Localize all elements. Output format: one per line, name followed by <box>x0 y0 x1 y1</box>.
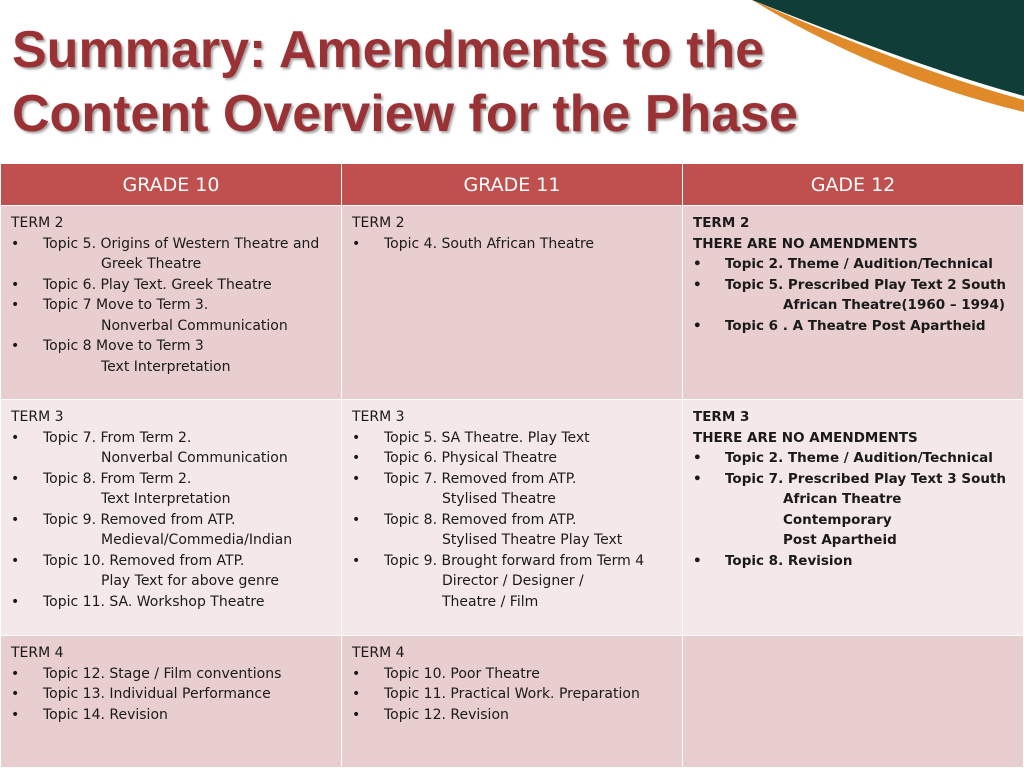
term-label: TERM 4 <box>352 645 405 661</box>
list-item <box>11 551 331 592</box>
bullet-icon: • <box>11 470 20 487</box>
bullet-icon: • <box>693 317 702 334</box>
term-label: TERM 3 <box>693 409 750 425</box>
topic-text: Topic 8. Revision <box>725 552 853 569</box>
list-item <box>693 254 1013 275</box>
topic-list <box>352 234 672 255</box>
header-grade-11: GRADE 11 <box>342 164 683 206</box>
topic-text: Topic 8. From Term 2. <box>43 470 192 487</box>
topic-text: Topic 7. Removed from ATP. <box>384 470 577 487</box>
topic-continuation: Director / Designer / <box>442 573 584 589</box>
term-label: TERM 2 <box>693 215 750 231</box>
bullet-icon: • <box>11 686 20 702</box>
topic-text: Topic 12. Stage / Film conventions <box>43 665 282 682</box>
topic-continuation: Nonverbal Communication <box>101 450 288 466</box>
slide-title-line-1: Summary: Amendments to the <box>12 21 765 79</box>
topic-text: Topic 10. Removed from ATP. <box>43 552 245 569</box>
amendments-table <box>0 164 1024 768</box>
list-item <box>11 469 331 510</box>
list-item <box>11 275 331 296</box>
bullet-icon: • <box>352 429 361 446</box>
list-item <box>352 428 672 449</box>
topic-list <box>11 428 331 613</box>
table-header-row <box>1 164 1024 206</box>
topic-text: Topic 5. Origins of Western Theatre and <box>43 235 320 252</box>
bullet-icon: • <box>693 256 702 272</box>
bullet-icon: • <box>11 552 20 569</box>
cell-grade-12-row-2 <box>683 400 1024 636</box>
bullet-icon: • <box>11 593 20 610</box>
topic-text: Topic 6. Play Text. Greek Theatre <box>43 276 272 293</box>
topic-text: Topic 14. Revision <box>43 706 168 723</box>
topic-continuation: Play Text for above genre <box>101 573 279 589</box>
slide-title <box>12 18 798 146</box>
topic-continuation: African Theatre(1960 – 1994) <box>783 297 1006 313</box>
topic-continuation: Medieval/Commedia/Indian <box>101 532 293 548</box>
cell-grade-12-row-3 <box>683 636 1024 768</box>
term-label: TERM 3 <box>352 409 405 425</box>
bullet-icon: • <box>352 450 361 466</box>
list-item <box>11 592 331 613</box>
topic-text: Topic 7. From Term 2. <box>43 429 192 446</box>
list-item <box>693 316 1013 337</box>
list-item <box>352 684 672 705</box>
topic-text: Topic 4. South African Theatre <box>384 235 595 252</box>
topic-continuation: Post Apartheid <box>783 532 897 548</box>
slide-title-line-2: Content Overview for the Phase <box>12 85 798 143</box>
no-amendments-note: THERE ARE NO AMENDMENTS <box>693 429 918 446</box>
topic-continuation: Greek Theatre <box>101 256 202 272</box>
bullet-icon: • <box>352 686 361 702</box>
list-item <box>11 295 331 336</box>
topic-continuation: Stylised Theatre <box>442 491 556 507</box>
topic-text: Topic 2. Theme / Audition/Technical <box>725 450 993 466</box>
cell-grade-11-row-3 <box>342 636 683 768</box>
bullet-icon: • <box>693 450 702 466</box>
topic-text: Topic 5. Prescribed Play Text 2 South <box>725 276 1007 293</box>
topic-text: Topic 11. Practical Work. Preparation <box>384 686 640 702</box>
list-item <box>352 551 672 613</box>
header-grade-10: GRADE 10 <box>1 164 342 206</box>
topic-text: Topic 9. Removed from ATP. <box>43 511 236 528</box>
table-row <box>1 206 1024 400</box>
list-item <box>352 664 672 685</box>
topic-continuation: Theatre / Film <box>442 593 539 610</box>
term-label: TERM 4 <box>11 645 64 661</box>
bullet-icon: • <box>693 276 702 293</box>
topic-continuation: Text Interpretation <box>101 358 231 375</box>
topic-list <box>352 428 672 613</box>
topic-text: Topic 13. Individual Performance <box>43 686 271 702</box>
table-row <box>1 636 1024 768</box>
topic-text: Topic 12. Revision <box>384 706 509 723</box>
bullet-icon: • <box>11 511 20 528</box>
cell-grade-11-row-1 <box>342 206 683 400</box>
topic-continuation: African Theatre Contemporary <box>783 491 902 528</box>
table-row <box>1 400 1024 636</box>
bullet-icon: • <box>352 552 361 569</box>
topic-continuation: Text Interpretation <box>101 491 231 507</box>
term-label: TERM 2 <box>352 215 405 231</box>
term-label: TERM 3 <box>11 409 64 425</box>
topic-text: Topic 6 . A Theatre Post Apartheid <box>725 317 986 334</box>
topic-text: Topic 6. Physical Theatre <box>384 450 558 466</box>
list-item <box>11 336 331 377</box>
topic-text: Topic 10. Poor Theatre <box>384 665 540 682</box>
topic-list <box>693 254 1013 336</box>
list-item <box>11 234 331 275</box>
bullet-icon: • <box>352 511 361 528</box>
bullet-icon: • <box>11 706 20 723</box>
topic-text: Topic 5. SA Theatre. Play Text <box>384 429 590 446</box>
list-item <box>11 664 331 685</box>
bullet-icon: • <box>352 235 361 252</box>
list-item <box>693 448 1013 469</box>
topic-continuation: Stylised Theatre Play Text <box>442 532 623 548</box>
topic-text: Topic 9. Brought forward from Term 4 <box>384 552 645 569</box>
topic-list <box>11 664 331 726</box>
topic-list <box>693 448 1013 571</box>
cell-grade-12-row-1 <box>683 206 1024 400</box>
cell-grade-11-row-2 <box>342 400 683 636</box>
topic-list <box>11 234 331 378</box>
list-item <box>693 275 1013 316</box>
topic-text: Topic 7. Prescribed Play Text 3 South <box>725 470 1007 487</box>
list-item <box>11 428 331 469</box>
list-item <box>352 234 672 255</box>
bullet-icon: • <box>693 470 702 487</box>
cell-grade-10-row-3 <box>1 636 342 768</box>
topic-continuation: Nonverbal Communication <box>101 317 288 334</box>
topic-text: Topic 8. Removed from ATP. <box>384 511 577 528</box>
list-item <box>11 510 331 551</box>
bullet-icon: • <box>352 706 361 723</box>
term-label: TERM 2 <box>11 215 64 231</box>
bullet-icon: • <box>11 276 20 293</box>
list-item <box>11 684 331 705</box>
bullet-icon: • <box>11 338 20 354</box>
cell-grade-10-row-2 <box>1 400 342 636</box>
topic-text: Topic 7 Move to Term 3. <box>43 297 209 313</box>
bullet-icon: • <box>11 297 20 313</box>
topic-list <box>352 664 672 726</box>
bullet-icon: • <box>11 429 20 446</box>
topic-text: Topic 8 Move to Term 3 <box>43 338 204 354</box>
list-item <box>352 448 672 469</box>
bullet-icon: • <box>352 665 361 682</box>
topic-text: Topic 2. Theme / Audition/Technical <box>725 256 993 272</box>
cell-grade-10-row-1 <box>1 206 342 400</box>
list-item <box>352 705 672 726</box>
bullet-icon: • <box>352 470 361 487</box>
bullet-icon: • <box>11 665 20 682</box>
no-amendments-note: THERE ARE NO AMENDMENTS <box>693 235 918 252</box>
list-item <box>11 705 331 726</box>
bullet-icon: • <box>693 552 702 569</box>
list-item <box>352 510 672 551</box>
bullet-icon: • <box>11 235 20 252</box>
list-item <box>352 469 672 510</box>
list-item <box>693 551 1013 572</box>
topic-text: Topic 11. SA. Workshop Theatre <box>43 593 265 610</box>
list-item <box>693 469 1013 551</box>
header-grade-12: GADE 12 <box>683 164 1024 206</box>
